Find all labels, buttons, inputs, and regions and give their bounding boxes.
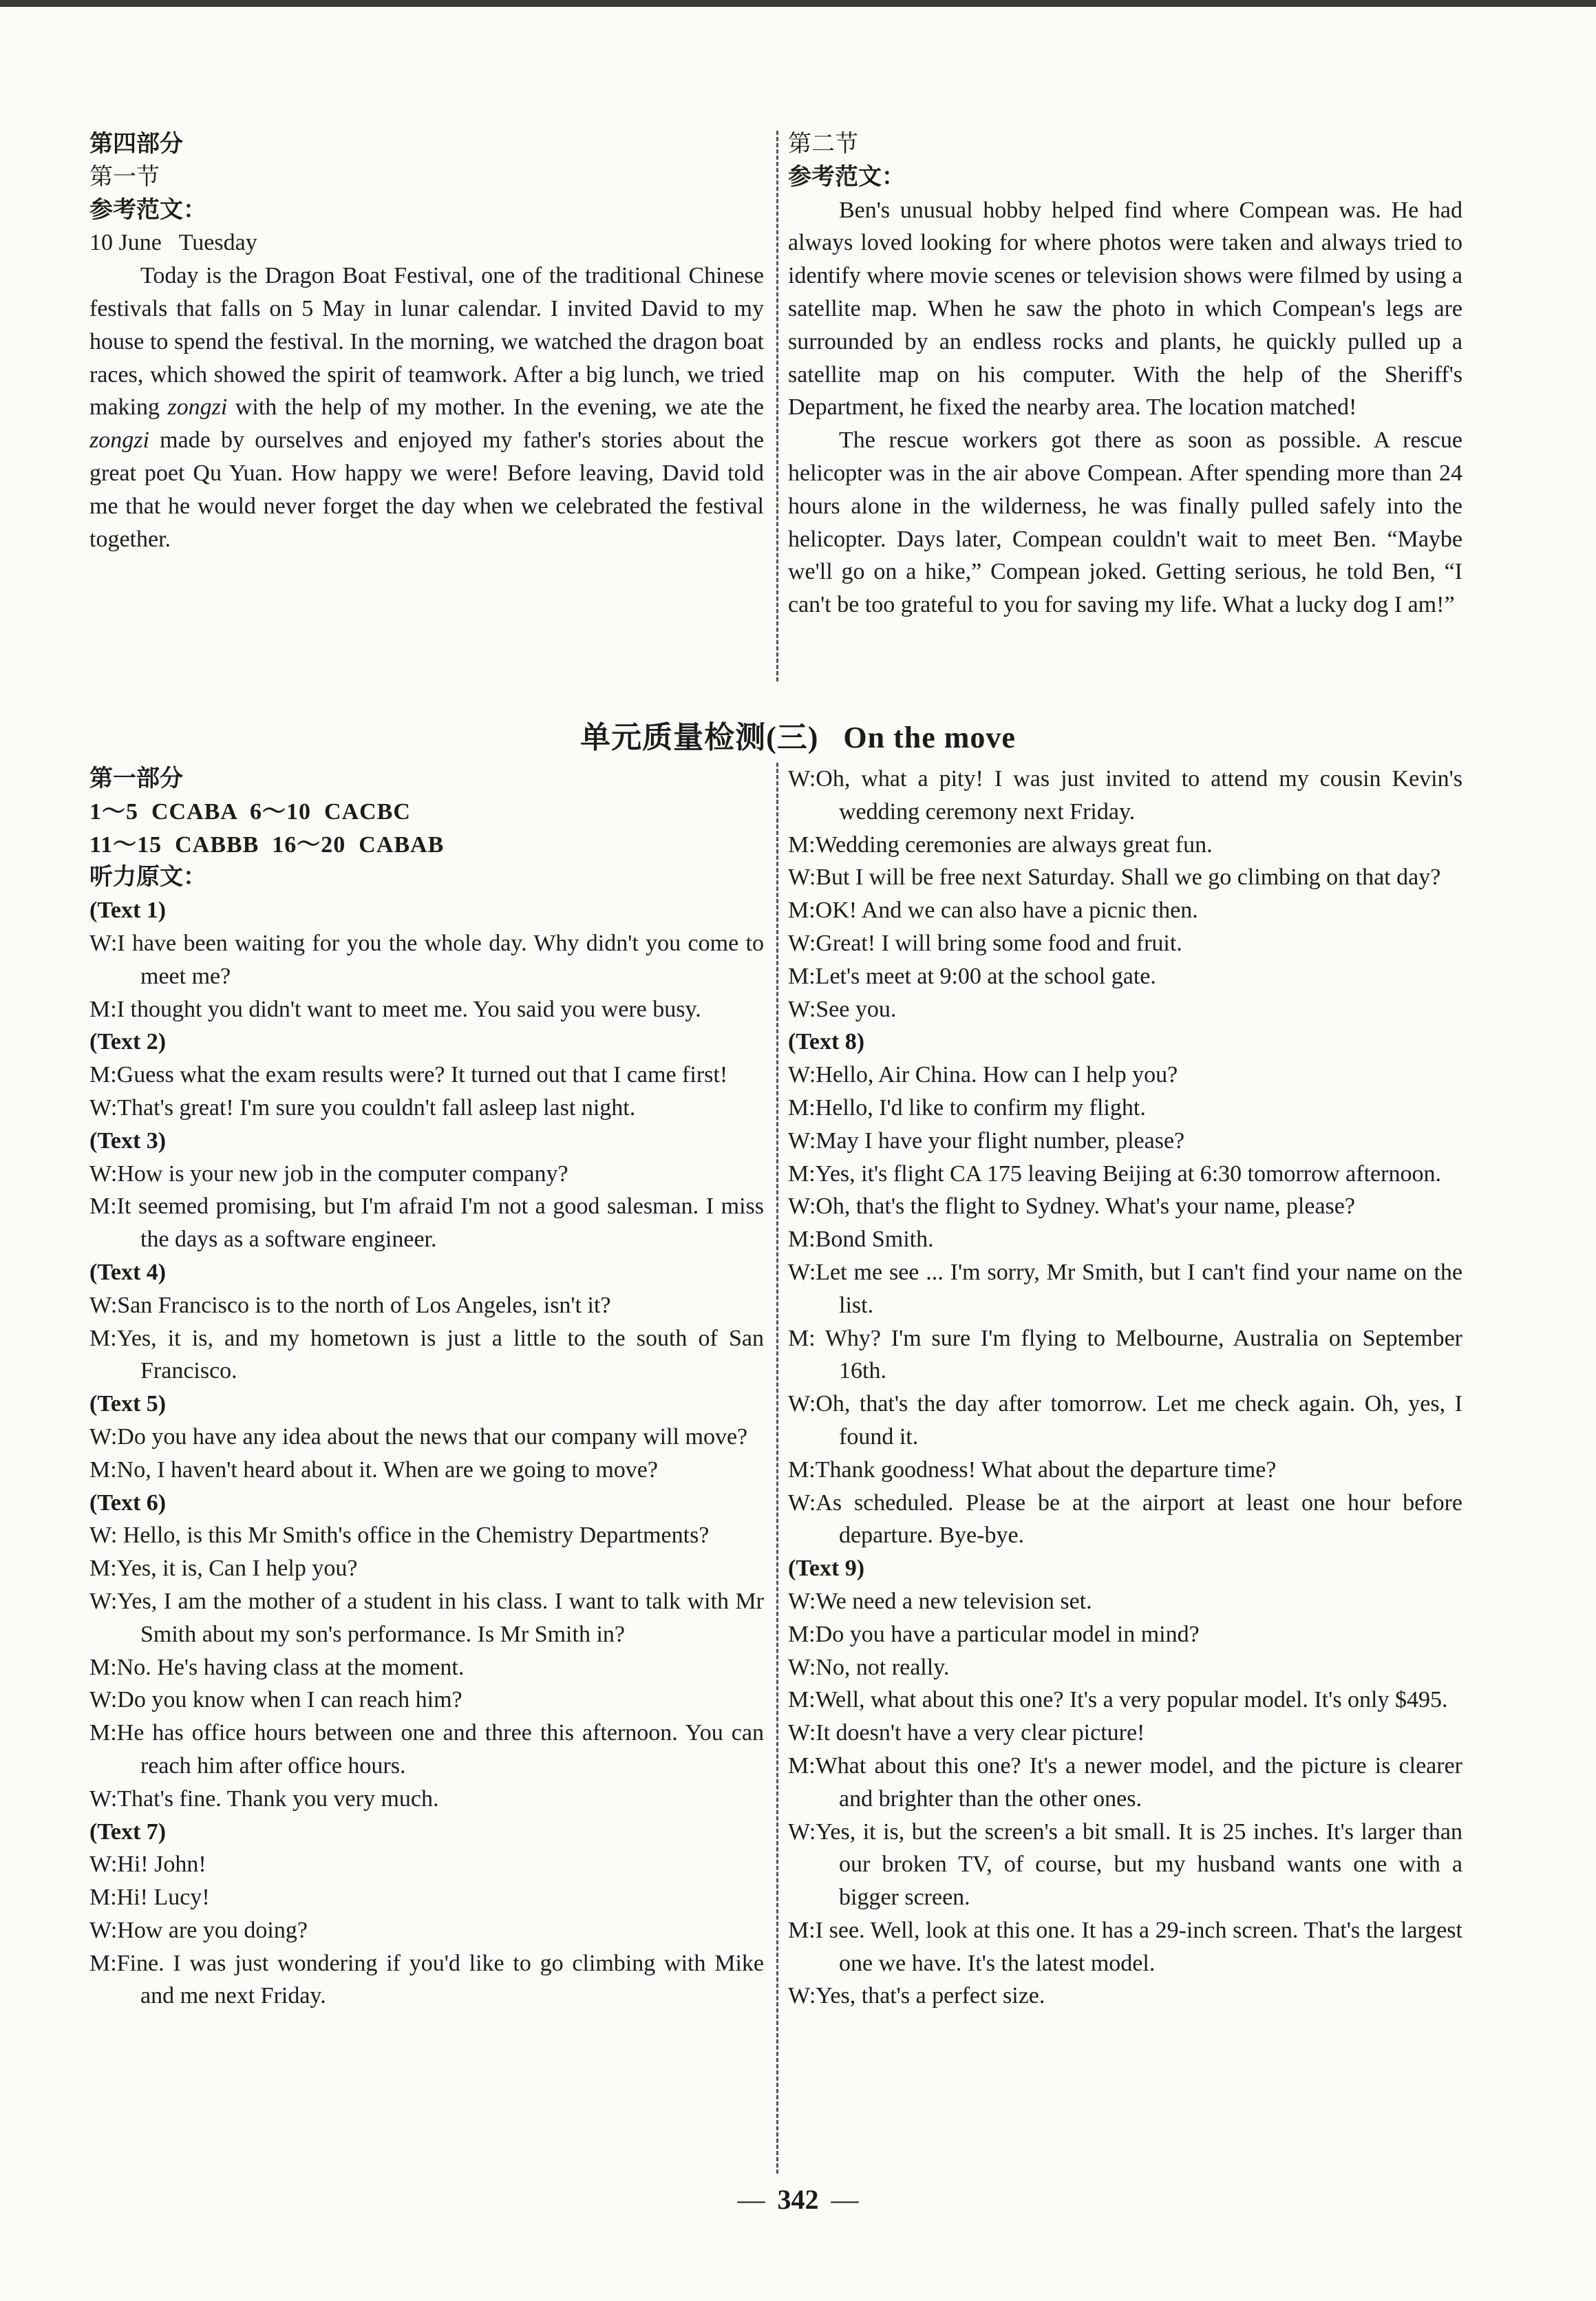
transcript-label: 听力原文： <box>89 865 206 891</box>
story-paragraph-2: The rescue workers got there as soon as possible. A rescue helicopter was in the air above Compean. After spending more than 24 hours alone in the wilderness, he was finally pulled safely into the helicopter. Days later, Compean couldn't wait to meet Ben. “Maybe we'll go on a hike,” Compean joked. Getting serious, he told Ben, “I can't be too grateful to you for saving my life. What a lucky dog I am!” <box>788 427 1462 618</box>
dialogue-line: M:Do you have a particular model in mind? <box>788 1621 1200 1647</box>
text-heading: (Text 1) <box>89 898 167 924</box>
dialogue-line: W:Oh, what a pity! I was just invited to attend my cousin Kevin's wedding ceremony next Friday. <box>788 766 1462 825</box>
transcript-right <box>788 763 1462 2013</box>
dialogue-line: M:It seemed promising, but I'm afraid I'm not a good salesman. I miss the days as a software engineer. <box>89 1194 764 1253</box>
dialogue-line: W:We need a new television set. <box>788 1588 1092 1614</box>
text-heading: (Text 5) <box>89 1391 167 1417</box>
essay-italic-word: zongzi <box>89 427 149 454</box>
model-story-label: 参考范文： <box>788 164 905 190</box>
top-rule <box>0 0 1596 7</box>
part1-left-column <box>89 763 764 2013</box>
part4-section1 <box>89 128 764 555</box>
story-paragraph-1: Ben's unusual hobby helped find where Compean was. He had always loved looking for where photos were taken and always tried to identify where movie scenes or television shows were filmed by using a satellite map. When he saw the photo in which Compean's legs are surrounded by an endless rocks and plants, he quickly pulled up a satellite map on his computer. With the help of the Sheriff's Department, he fixed the nearby area. The location matched! <box>788 197 1462 421</box>
transcript-left <box>89 894 764 2013</box>
answer-key-1: 1～5 CCABA 6～10 CACBC <box>89 798 411 825</box>
part1-heading: 第一部分 <box>89 766 183 792</box>
dialogue-line: M:Fine. I was just wondering if you'd like to go climbing with Mike and me next Friday. <box>89 1950 764 2009</box>
dialogue-line: W:See you. <box>788 996 897 1022</box>
unit-title: 单元质量检测(三) On the move <box>580 721 1016 754</box>
dialogue-line: M:I thought you didn't want to meet me. You said you were busy. <box>89 996 701 1022</box>
dialogue-line: M:No, I haven't heard about it. When are we going to move? <box>89 1456 658 1483</box>
dialogue-line: W:May I have your flight number, please? <box>788 1127 1185 1154</box>
dialogue-line: W:Do you have any idea about the news that our company will move? <box>89 1423 748 1450</box>
dialogue-line: M:Hi! Lucy! <box>89 1885 210 1911</box>
dialogue-line: M:Yes, it is, Can I help you? <box>89 1556 358 1582</box>
dialogue-line: W:Oh, that's the day after tomorrow. Let me check again. Oh, yes, I found it. <box>788 1391 1462 1450</box>
essay-text: with the help of my mother. In the evening, we ate the <box>227 394 765 421</box>
dialogue-line: M:Thank goodness! What about the departure time? <box>788 1456 1277 1483</box>
dialogue-line: W:How are you doing? <box>89 1917 308 1943</box>
part1-right-column <box>788 763 1462 2013</box>
dialogue-line: W:But I will be free next Saturday. Shall we go climbing on that day? <box>788 865 1441 891</box>
column-divider-bottom <box>776 763 778 2174</box>
model-essay <box>89 259 764 555</box>
dialogue-line: W:San Francisco is to the north of Los Angeles, isn't it? <box>89 1292 611 1318</box>
dialogue-line: M: Why? I'm sure I'm flying to Melbourne, Australia on September 16th. <box>788 1325 1462 1384</box>
dialogue-line: W:Hi! John! <box>89 1852 206 1878</box>
part4-section2 <box>788 128 1462 622</box>
dialogue-line: W:It doesn't have a very clear picture! <box>788 1720 1145 1746</box>
answer-key-2: 11～15 CABBB 16～20 CABAB <box>89 831 445 858</box>
text-heading: (Text 6) <box>89 1489 167 1516</box>
dialogue-line: W:Yes, it is, but the screen's a bit small. It is 25 inches. It's larger than our broken TV, of course, but my husband wants one with a bigger screen. <box>788 1818 1462 1911</box>
dialogue-line: W:That's great! I'm sure you couldn't fall asleep last night. <box>89 1094 636 1121</box>
dialogue-line: W:Yes, that's a perfect size. <box>788 1983 1045 2009</box>
dialogue-line: M:Guess what the exam results were? It turned out that I came first! <box>89 1062 728 1088</box>
dialogue-line: W:That's fine. Thank you very much. <box>89 1785 439 1812</box>
page-dash-left: — <box>737 2184 765 2215</box>
column-divider <box>776 131 778 681</box>
dialogue-line: M:Let's meet at 9:00 at the school gate. <box>788 963 1156 989</box>
dialogue-line: M:What about this one? It's a newer model, and the picture is clearer and brighter than the other ones. <box>788 1752 1462 1812</box>
essay-italic-word: zongzi <box>167 394 228 421</box>
dialogue-line: W:Do you know when I can reach him? <box>89 1687 462 1713</box>
essay-text: made by ourselves and enjoyed my father's stories about the great poet Qu Yuan. How happy we were! Before leaving, David told me that he would never forget the day when we celebrated the festival together. <box>89 427 764 552</box>
text-heading: (Text 2) <box>89 1029 167 1055</box>
dialogue-line: W:Oh, that's the flight to Sydney. What's your name, please? <box>788 1194 1355 1220</box>
dialogue-line: M:Yes, it is, and my hometown is just a little to the south of San Francisco. <box>89 1325 764 1384</box>
page-number: 342 <box>777 2184 819 2215</box>
dialogue-line: W:I have been waiting for you the whole day. Why didn't you come to meet me? <box>89 930 764 989</box>
text-heading: (Text 4) <box>89 1259 167 1285</box>
dialogue-line: W:Yes, I am the mother of a student in his class. I want to talk with Mr Smith about my son's performance. Is Mr Smith in? <box>89 1588 764 1647</box>
dialogue-line: M:OK! And we can also have a picnic then. <box>788 898 1198 924</box>
text-heading: (Text 9) <box>788 1556 865 1582</box>
dialogue-line: W:Great! I will bring some food and fruit. <box>788 930 1182 956</box>
page-number-row <box>0 2183 1596 2216</box>
dialogue-line: W:As scheduled. Please be at the airport at least one hour before departure. Bye-bye. <box>788 1489 1462 1549</box>
section1-label: 第一节 <box>89 164 160 190</box>
dialogue-line: W:How is your new job in the computer company? <box>89 1160 568 1187</box>
dialogue-line: M:Yes, it's flight CA 175 leaving Beijing at 6:30 tomorrow afternoon. <box>788 1160 1441 1187</box>
section2-label: 第二节 <box>788 131 858 157</box>
text-heading: (Text 3) <box>89 1127 167 1154</box>
essay-text: Today is the Dragon Boat Festival, one of the traditional Chinese festivals that falls on 5 May in lunar calendar. I invited David to my house to spend the festival. In the morning, we watched the dragon boat races, which showed the spirit of teamwork. After a big lunch, we tried making <box>89 263 764 421</box>
dialogue-line: W:Hello, Air China. How can I help you? <box>788 1062 1178 1088</box>
dialogue-line: W:Let me see ... I'm sorry, Mr Smith, but I can't find your name on the list. <box>788 1259 1462 1318</box>
part4-heading: 第四部分 <box>89 131 183 157</box>
dialogue-line: M:He has office hours between one and three this afternoon. You can reach him after office hours. <box>89 1720 764 1779</box>
dialogue-line: W:No, not really. <box>788 1654 950 1680</box>
dialogue-line: M:Bond Smith. <box>788 1227 934 1253</box>
text-heading: (Text 8) <box>788 1029 865 1055</box>
dialogue-line: M:Wedding ceremonies are always great fun. <box>788 831 1213 858</box>
dialogue-line: M:Well, what about this one? It's a very popular model. It's only $495. <box>788 1687 1448 1713</box>
essay-date: 10 June Tuesday <box>89 230 257 256</box>
dialogue-line: M:Hello, I'd like to confirm my flight. <box>788 1094 1146 1121</box>
model-essay-label: 参考范文： <box>89 197 206 223</box>
page-dash-right: — <box>831 2184 859 2215</box>
dialogue-line: W: Hello, is this Mr Smith's office in the Chemistry Departments? <box>89 1523 710 1549</box>
dialogue-line: M:I see. Well, look at this one. It has a 29-inch screen. That's the largest one we have. It's the latest model. <box>788 1917 1462 1976</box>
text-heading: (Text 7) <box>89 1818 167 1845</box>
dialogue-line: M:No. He's having class at the moment. <box>89 1654 465 1680</box>
